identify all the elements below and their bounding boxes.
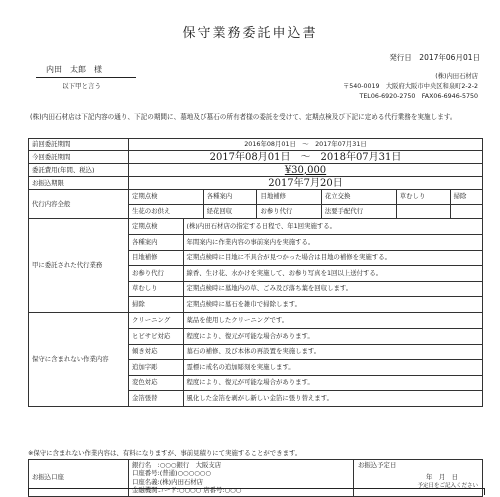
- company-contact: TEL06-6920-2750 FAX06-6946-5750: [359, 93, 478, 100]
- list-item: [129, 235, 482, 251]
- list-item: [129, 344, 482, 360]
- due-date-note: 予定日をご記入ください: [417, 483, 478, 489]
- recipient-note: 以下甲と言う: [62, 82, 101, 90]
- prev-period-value: 2016年08月01日 ～ 2017年07月31日: [129, 139, 483, 151]
- agency-cell: 花立交換: [321, 190, 396, 204]
- recipient-name: 内田 太郎 様: [46, 65, 102, 74]
- row-fee: [29, 164, 483, 177]
- fee-value: ¥30,000: [129, 164, 483, 177]
- service-name: 変色対応: [129, 375, 183, 391]
- agency-cell: 経花回収: [203, 204, 257, 218]
- curr-period-value: 2017年08月01日 ～ 2018年07月31日: [129, 151, 483, 164]
- entrusted-label: 甲に委託された代行業務: [29, 219, 129, 313]
- contract-table: [28, 138, 483, 407]
- service-name: 傾き対応: [129, 344, 183, 360]
- service-name: ヒビサビ対応: [129, 329, 183, 345]
- service-desc: (株)内田石材店の指定する日程で、年1回実施する。: [183, 219, 482, 235]
- agency-cell: 法要手配代行: [321, 204, 396, 218]
- bank-line: 金融機関コード:○○○○ 店番号:○○○: [132, 486, 242, 495]
- excluded-list: [129, 313, 482, 406]
- intro-text: (株)内田石材店は下記内容の通り、下記の期間に、墓地及び墓石の所有者様の委託を受けて、定期点検及び下記に定める代行業務を実施します。: [30, 113, 457, 121]
- bank-line: 口座番号:(普通)○○○○○○: [132, 469, 211, 478]
- bank-label: お振込口座: [29, 460, 129, 497]
- list-item: [129, 266, 482, 282]
- row-entrusted: [29, 219, 483, 313]
- company-address: 〒540-0019 大阪府大阪市中央区和泉町2-2-2: [342, 83, 478, 90]
- agency-cell: 掃除: [450, 190, 482, 204]
- service-desc: 程度により、復元が可能な場合があります。: [183, 329, 482, 345]
- service-desc: 定期点検時に墓石を雑巾で掃除します。: [186, 300, 302, 308]
- service-desc: 程度により、復元が可能な場合があります。: [183, 375, 482, 391]
- agency-cell: [450, 204, 482, 218]
- service-name: 金箔張替: [129, 391, 183, 407]
- service-desc: 線香、生け花、水かけを実施して、お参り写真を1回以上送付する。: [183, 266, 482, 282]
- list-item: [129, 281, 482, 297]
- row-curr-period: [29, 151, 483, 164]
- list-item: [129, 297, 482, 313]
- agency-summary-grid: [129, 190, 482, 218]
- service-desc: 年間案内に作業内容の事前案内を実施する。: [183, 235, 482, 251]
- due-date-label: お振込予定日: [358, 461, 397, 469]
- prev-period-label: 前回委託期間: [29, 139, 129, 151]
- list-item: [129, 375, 482, 391]
- agency-cell: 目地補修: [257, 190, 321, 204]
- service-name: お参り代行: [129, 266, 183, 282]
- pay-due-value: 2017年7月20日: [129, 177, 483, 190]
- service-name: 定期点検: [129, 219, 183, 235]
- fee-label: 委託費用(年間、税込): [29, 164, 129, 177]
- service-name: 目地補修: [129, 250, 183, 266]
- list-item: [129, 219, 482, 235]
- company-name: (株)内田石材店: [435, 73, 478, 80]
- service-desc: 定期点検時に目地に不具合が見つかった場合は目地の補修を実施する。: [183, 250, 482, 266]
- service-desc: 風化した金箔を剥がし新しい金箔に張り替えます。: [186, 394, 333, 402]
- list-item: [129, 391, 482, 407]
- service-desc: 墓石の補修、及び本体の再設置を実施します。: [183, 344, 482, 360]
- list-item: [129, 313, 482, 329]
- agency-grid-row: [129, 190, 482, 204]
- service-desc: 定期点検時に墓地内の草、ごみ及び落ち葉を回収します。: [183, 281, 482, 297]
- excluded-note: ※保守に含まれない作業内容は、有料になりますが、事前見積りにて実施することができます。: [28, 449, 302, 457]
- agency-cell: 草むしり: [396, 190, 450, 204]
- bank-line: 銀行名 :○○○銀行 大阪支店: [132, 461, 222, 469]
- agency-cell: [396, 204, 450, 218]
- service-name: クリーニング: [129, 313, 183, 329]
- excluded-label: 保守に含まれない作業内容: [29, 313, 129, 407]
- agency-grid-row: [129, 204, 482, 218]
- pay-due-label: お振込期限: [29, 177, 129, 190]
- list-item: [129, 329, 482, 345]
- service-name: 草むしり: [129, 281, 183, 297]
- agency-cell: 各種案内: [203, 190, 257, 204]
- service-desc: 霊標に戒名の追加彫刻を実施します。: [183, 360, 482, 376]
- agency-cell: 生花のお供え: [129, 204, 203, 218]
- due-date-value: 年 月 日: [426, 473, 458, 481]
- row-agency-summary: [29, 190, 483, 219]
- agency-cell: 定期点検: [129, 190, 203, 204]
- service-name: 追加字彫: [129, 360, 183, 376]
- recipient-underline: [36, 77, 136, 78]
- agency-summary-label: 代行内容全般: [29, 190, 129, 219]
- service-desc: 薬品を使用したクリーニングです。: [183, 313, 482, 329]
- agency-cell: お参り代行: [257, 204, 321, 218]
- bank-line: 口座名義:(株)内田石材店: [132, 477, 204, 486]
- page-title: 保守業務委託申込書: [182, 26, 318, 41]
- entrusted-list: [129, 219, 482, 312]
- list-item: [129, 360, 482, 376]
- row-prev-period: [29, 139, 483, 151]
- issue-date: 発行日 2017年06月01日: [389, 53, 480, 62]
- row-excluded: [29, 313, 483, 407]
- curr-period-label: 今回委託期間: [29, 151, 129, 164]
- service-name: 掃除: [129, 297, 183, 313]
- list-item: [129, 250, 482, 266]
- service-name: 各種案内: [129, 235, 183, 251]
- row-pay-due: [29, 177, 483, 190]
- company-block: [343, 72, 478, 102]
